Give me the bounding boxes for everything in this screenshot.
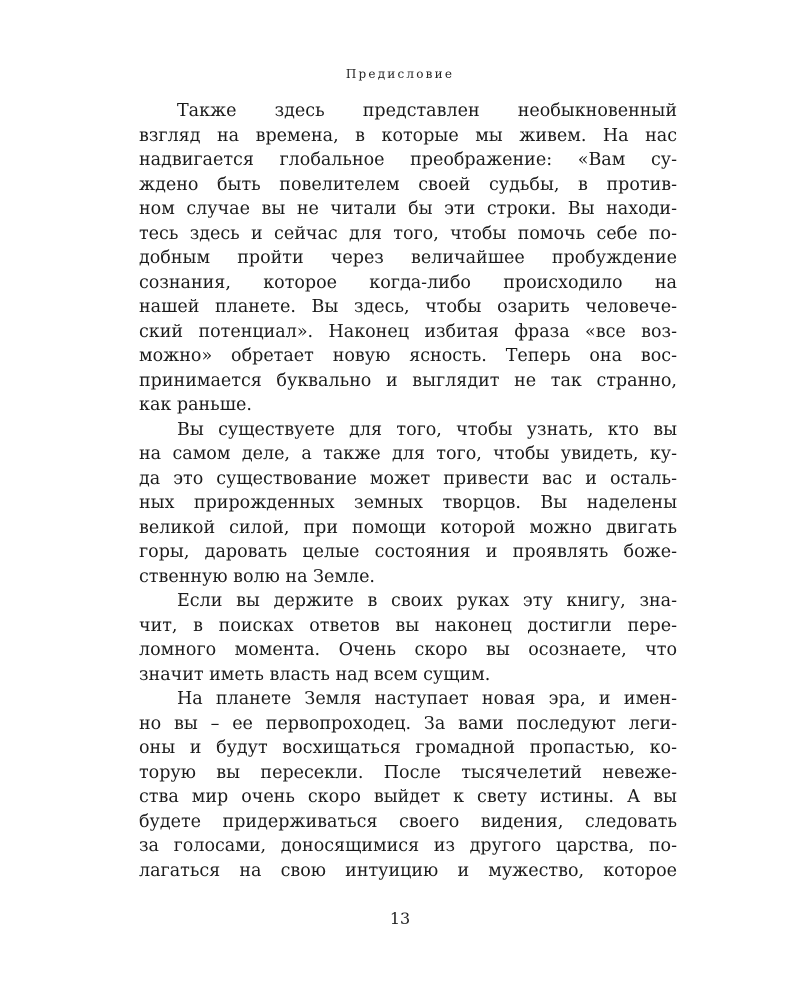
text-line: принимается буквально и выглядит не так странно, bbox=[139, 370, 677, 391]
text-line: чит, в поисках ответов вы наконец достигли пере- bbox=[139, 615, 677, 636]
text-line: лагаться на свою интуицию и мужество, которое bbox=[139, 860, 677, 881]
text-line: ждено быть повелителем своей судьбы, в против- bbox=[139, 174, 677, 195]
text-line: добным пройти через величайшее пробуждение bbox=[139, 248, 677, 268]
text-line: тесь здесь и сейчас для того, чтобы помочь себе по- bbox=[139, 223, 677, 244]
text-line: Если вы держите в своих руках эту книгу, зна- bbox=[177, 591, 677, 611]
running-head: Предисловие bbox=[345, 67, 455, 81]
text-line: как раньше. bbox=[139, 395, 252, 415]
text-line: будете придерживаться своего видения, следовать bbox=[139, 811, 677, 832]
text-line: ных прирожденных земных творцов. Вы наделены bbox=[139, 493, 677, 513]
text-line: ном случае вы не читали бы эти строки. Вы находи- bbox=[139, 199, 677, 219]
text-line: оны и будут восхищаться громадной пропастью, ко- bbox=[139, 738, 677, 758]
text-line: великой силой, при помощи которой можно двигать bbox=[139, 517, 677, 538]
text-line: ства мир очень скоро выйдет к свету истины. А вы bbox=[139, 787, 677, 807]
text-line: горы, даровать целые состояния и проявлять боже- bbox=[139, 542, 677, 562]
text-line: Вы существуете для того, чтобы узнать, кто вы bbox=[177, 419, 677, 440]
text-line: нашей планете. Вы здесь, чтобы озарить человече- bbox=[139, 297, 677, 317]
text-line: на самом деле, а также для того, чтобы увидеть, ку- bbox=[139, 444, 677, 464]
body-text bbox=[139, 99, 677, 883]
text-line: сознания, которое когда-либо происходило на bbox=[139, 272, 677, 293]
text-line: надвигается глобальное преображение: «Вам су- bbox=[139, 150, 677, 170]
text-line: за голосами, доносящимися из другого царства, по- bbox=[139, 836, 677, 856]
text-line: Также здесь представлен необыкновенный bbox=[177, 101, 677, 121]
text-line: На планете Земля наступает новая эра, и имен- bbox=[177, 689, 677, 709]
text-line: торую вы пересекли. После тысячелетий невеже- bbox=[139, 762, 677, 783]
text-line: взгляд на времена, в которые мы живем. На нас bbox=[139, 125, 677, 146]
text-line: ский потенциал». Наконец избитая фраза «все воз- bbox=[139, 321, 677, 342]
text-line: но вы – ее первопроходец. За вами последуют леги- bbox=[139, 713, 677, 734]
text-line: ломного момента. Очень скоро вы осознаете, что bbox=[139, 640, 677, 660]
text-line: можно» обретает новую ясность. Теперь она вос- bbox=[139, 346, 677, 366]
text-line: ственную волю на Земле. bbox=[139, 566, 375, 587]
text-line: значит иметь власть над всем сущим. bbox=[139, 664, 491, 685]
page-number: 13 bbox=[389, 909, 411, 928]
text-line: да это существование может привести вас и осталь- bbox=[139, 468, 677, 489]
